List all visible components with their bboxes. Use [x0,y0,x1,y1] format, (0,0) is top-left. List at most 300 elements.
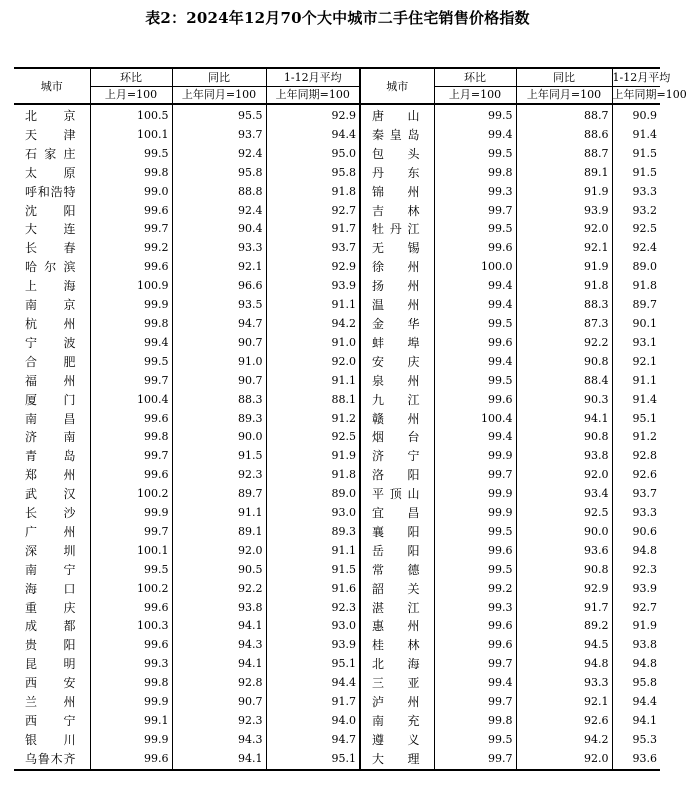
avg-value-right: 91.5 [612,164,660,183]
mom-value-left: 99.6 [90,410,172,429]
city-name-right: 泉州 [360,372,434,391]
mom-value-right: 99.9 [434,504,516,523]
table-row [14,466,660,485]
mom-value-left: 99.5 [90,145,172,164]
avg-value-right: 93.1 [612,334,660,353]
table-row [14,561,660,580]
avg-value-right: 93.3 [612,504,660,523]
mom-value-left: 100.5 [90,104,172,126]
city-name-right: 洛阳 [360,466,434,485]
table-row [14,164,660,183]
mom-value-right: 99.5 [434,372,516,391]
avg-value-left: 92.9 [266,258,360,277]
avg-value-right: 92.4 [612,239,660,258]
table-row [14,447,660,466]
yoy-value-left: 93.8 [172,599,266,618]
city-name-right: 常德 [360,561,434,580]
mom-value-left: 99.8 [90,428,172,447]
avg-value-right: 91.2 [612,428,660,447]
avg-value-left: 91.5 [266,561,360,580]
yoy-value-left: 95.5 [172,104,266,126]
header-avg-right: 1-12月平均 [612,68,660,87]
mom-value-right: 99.9 [434,447,516,466]
header-yoy-right: 同比 [516,68,612,87]
mom-value-left: 100.9 [90,277,172,296]
mom-value-right: 99.5 [434,315,516,334]
yoy-value-left: 93.7 [172,126,266,145]
city-name-right: 唐山 [360,104,434,126]
avg-value-left: 91.1 [266,296,360,315]
avg-value-right: 91.5 [612,145,660,164]
mom-value-right: 99.8 [434,712,516,731]
yoy-value-right: 87.3 [516,315,612,334]
yoy-value-right: 90.8 [516,428,612,447]
avg-value-right: 90.6 [612,523,660,542]
avg-value-right: 95.1 [612,410,660,429]
city-name-left: 南宁 [25,562,76,577]
avg-value-left: 91.0 [266,334,360,353]
mom-value-left: 99.4 [90,334,172,353]
avg-value-right: 93.3 [612,183,660,202]
yoy-value-left: 93.3 [172,239,266,258]
yoy-value-left: 94.1 [172,750,266,770]
city-name-left: 重庆 [25,600,76,615]
table-row [14,617,660,636]
mom-value-left: 99.6 [90,599,172,618]
table-row [14,580,660,599]
price-index-table [14,67,687,771]
mom-value-left: 99.8 [90,164,172,183]
city-name-right: 遵义 [360,731,434,750]
yoy-value-left: 92.4 [172,145,266,164]
city-name-right: 金华 [360,315,434,334]
mom-value-right: 99.7 [434,202,516,221]
yoy-value-left: 94.3 [172,731,266,750]
mom-value-left: 99.1 [90,712,172,731]
city-name-left: 呼和浩特 [25,184,76,199]
city-name-left: 青岛 [25,449,76,464]
yoy-value-left: 92.3 [172,712,266,731]
table-row [14,655,660,674]
mom-value-right: 99.9 [434,485,516,504]
city-name-right: 温州 [360,296,434,315]
city-name-left: 长沙 [25,506,76,521]
yoy-value-right: 92.1 [516,693,612,712]
yoy-value-left: 94.1 [172,617,266,636]
header-mom-base-right: 上月=100 [434,87,516,105]
header-mom-left: 环比 [90,68,172,87]
mom-value-right: 99.5 [434,104,516,126]
header-yoy-left: 同比 [172,68,266,87]
yoy-value-right: 88.7 [516,104,612,126]
avg-value-right: 89.0 [612,258,660,277]
yoy-value-left: 91.5 [172,447,266,466]
avg-value-right: 93.8 [612,636,660,655]
avg-value-right: 92.7 [612,599,660,618]
yoy-value-right: 88.6 [516,126,612,145]
city-name-left: 哈尔滨 [25,260,76,275]
mom-value-left: 99.7 [90,447,172,466]
city-name-left: 武汉 [25,487,76,502]
city-name-right: 平顶山 [360,485,434,504]
table-row [14,353,660,372]
avg-value-right: 90.1 [612,315,660,334]
city-name-right: 秦皇岛 [360,126,434,145]
avg-value-right: 91.4 [612,126,660,145]
avg-value-left: 91.1 [266,542,360,561]
avg-value-right: 94.1 [612,712,660,731]
table-body [14,104,660,770]
city-name-left: 南昌 [25,411,76,426]
yoy-value-left: 90.7 [172,372,266,391]
yoy-value-left: 92.1 [172,258,266,277]
avg-value-left: 89.0 [266,485,360,504]
yoy-value-right: 92.0 [516,750,612,770]
mom-value-right: 99.5 [434,561,516,580]
avg-value-left: 91.7 [266,693,360,712]
yoy-value-right: 93.3 [516,674,612,693]
yoy-value-left: 91.1 [172,504,266,523]
yoy-value-left: 90.7 [172,334,266,353]
yoy-value-right: 93.9 [516,202,612,221]
avg-value-right: 91.9 [612,617,660,636]
mom-value-left: 99.7 [90,523,172,542]
table-row [14,126,660,145]
yoy-value-right: 93.6 [516,542,612,561]
yoy-value-left: 96.6 [172,277,266,296]
avg-value-right: 93.9 [612,580,660,599]
city-name-right: 桂林 [360,636,434,655]
yoy-value-left: 89.1 [172,523,266,542]
city-name-left: 成都 [25,619,76,634]
header-avg-left: 1-12月平均 [266,68,360,87]
avg-value-left: 91.9 [266,447,360,466]
yoy-value-left: 90.5 [172,561,266,580]
city-name-right: 泸州 [360,693,434,712]
avg-value-left: 93.0 [266,617,360,636]
avg-value-left: 92.9 [266,104,360,126]
yoy-value-left: 92.3 [172,466,266,485]
mom-value-right: 99.4 [434,126,516,145]
avg-value-left: 91.8 [266,466,360,485]
yoy-value-left: 90.0 [172,428,266,447]
mom-value-right: 99.7 [434,655,516,674]
city-name-right: 襄阳 [360,523,434,542]
city-name-left: 厦门 [25,392,76,407]
city-name-left: 广州 [25,524,76,539]
city-name-right: 安庆 [360,353,434,372]
city-name-right: 南充 [360,712,434,731]
mom-value-left: 99.6 [90,258,172,277]
mom-value-right: 99.6 [434,334,516,353]
yoy-value-right: 89.2 [516,617,612,636]
yoy-value-left: 93.5 [172,296,266,315]
table-row [14,372,660,391]
city-name-left: 宁波 [25,335,76,350]
mom-value-right: 100.0 [434,258,516,277]
yoy-value-right: 92.6 [516,712,612,731]
table-row [14,731,660,750]
yoy-value-left: 89.3 [172,410,266,429]
avg-value-left: 94.4 [266,126,360,145]
mom-value-right: 99.3 [434,183,516,202]
yoy-value-right: 91.7 [516,599,612,618]
table-row [14,145,660,164]
mom-value-left: 100.1 [90,126,172,145]
table-row [14,542,660,561]
table-row [14,239,660,258]
city-name-right: 徐州 [360,258,434,277]
city-name-right: 牡丹江 [360,220,434,239]
city-name-left: 太原 [25,165,76,180]
city-name-right: 岳阳 [360,542,434,561]
header-city-right: 城市 [360,68,434,104]
yoy-value-right: 94.8 [516,655,612,674]
yoy-value-left: 90.7 [172,693,266,712]
mom-value-left: 99.0 [90,183,172,202]
header-mom-base-left: 上月=100 [90,87,172,105]
yoy-value-right: 94.2 [516,731,612,750]
city-name-left: 银川 [25,732,76,747]
avg-value-left: 93.7 [266,239,360,258]
yoy-value-left: 92.0 [172,542,266,561]
yoy-value-right: 92.5 [516,504,612,523]
yoy-value-left: 90.4 [172,220,266,239]
avg-value-right: 89.7 [612,296,660,315]
city-name-left: 福州 [25,373,76,388]
table-row [14,277,660,296]
avg-value-right: 91.4 [612,391,660,410]
header-yoy-base-left: 上年同月=100 [172,87,266,105]
mom-value-right: 99.5 [434,731,516,750]
avg-value-left: 94.0 [266,712,360,731]
city-name-left: 西安 [25,676,76,691]
city-name-left: 合肥 [25,354,76,369]
mom-value-right: 99.6 [434,239,516,258]
table-row [14,599,660,618]
avg-value-right: 90.9 [612,104,660,126]
avg-value-left: 91.1 [266,372,360,391]
avg-value-left: 95.8 [266,164,360,183]
yoy-value-right: 90.0 [516,523,612,542]
city-name-right: 扬州 [360,277,434,296]
mom-value-left: 99.5 [90,353,172,372]
yoy-value-right: 88.3 [516,296,612,315]
mom-value-left: 99.6 [90,636,172,655]
yoy-value-right: 93.4 [516,485,612,504]
yoy-value-right: 88.7 [516,145,612,164]
mom-value-left: 99.9 [90,504,172,523]
mom-value-left: 99.2 [90,239,172,258]
city-name-left: 济南 [25,430,76,445]
avg-value-left: 91.2 [266,410,360,429]
avg-value-left: 94.4 [266,674,360,693]
yoy-value-right: 90.8 [516,353,612,372]
mom-value-right: 99.4 [434,296,516,315]
yoy-value-left: 94.1 [172,655,266,674]
yoy-value-left: 88.8 [172,183,266,202]
city-name-left: 贵阳 [25,638,76,653]
avg-value-right: 91.8 [612,277,660,296]
header-city-left: 城市 [14,68,90,104]
mom-value-left: 99.6 [90,466,172,485]
table-row [14,428,660,447]
avg-value-left: 89.3 [266,523,360,542]
avg-value-right: 93.7 [612,485,660,504]
mom-value-left: 99.7 [90,372,172,391]
city-name-left: 西宁 [25,714,76,728]
table-row [14,693,660,712]
city-name-right: 无锡 [360,239,434,258]
yoy-value-left: 92.8 [172,674,266,693]
city-name-right: 北海 [360,655,434,674]
mom-value-left: 100.3 [90,617,172,636]
avg-value-right: 94.8 [612,542,660,561]
city-name-right: 吉林 [360,202,434,221]
avg-value-right: 92.3 [612,561,660,580]
avg-value-left: 95.1 [266,655,360,674]
yoy-value-left: 94.3 [172,636,266,655]
mom-value-left: 99.8 [90,674,172,693]
mom-value-left: 99.3 [90,655,172,674]
table-row [14,315,660,334]
mom-value-left: 100.2 [90,580,172,599]
mom-value-right: 99.4 [434,277,516,296]
avg-value-left: 91.7 [266,220,360,239]
avg-value-left: 92.5 [266,428,360,447]
header-mom-right: 环比 [434,68,516,87]
mom-value-left: 99.9 [90,731,172,750]
yoy-value-right: 93.8 [516,447,612,466]
table-row [14,636,660,655]
mom-value-right: 99.4 [434,353,516,372]
avg-value-left: 92.3 [266,599,360,618]
table-row [14,750,660,770]
mom-value-right: 99.5 [434,523,516,542]
mom-value-right: 99.7 [434,693,516,712]
avg-value-right: 92.5 [612,220,660,239]
city-name-left: 长春 [25,241,76,256]
table-row [14,391,660,410]
city-name-right: 烟台 [360,428,434,447]
city-name-left: 兰州 [25,695,76,710]
mom-value-right: 99.5 [434,220,516,239]
yoy-value-right: 88.4 [516,372,612,391]
yoy-value-right: 92.0 [516,466,612,485]
city-name-right: 赣州 [360,410,434,429]
yoy-value-right: 94.5 [516,636,612,655]
table-row [14,410,660,429]
mom-value-left: 99.5 [90,561,172,580]
table-row [14,674,660,693]
city-name-right: 蚌埠 [360,334,434,353]
mom-value-right: 99.8 [434,164,516,183]
yoy-value-left: 91.0 [172,353,266,372]
avg-value-left: 91.8 [266,183,360,202]
city-name-right: 丹东 [360,164,434,183]
yoy-value-left: 92.4 [172,202,266,221]
mom-value-right: 99.5 [434,145,516,164]
city-name-right: 韶关 [360,580,434,599]
header-avg-base-left: 上年同期=100 [266,87,360,105]
city-name-left: 沈阳 [25,203,76,218]
yoy-value-left: 89.7 [172,485,266,504]
table-row [14,220,660,239]
avg-value-left: 93.9 [266,636,360,655]
city-name-left: 天津 [25,127,76,142]
yoy-value-right: 91.8 [516,277,612,296]
avg-value-right: 91.1 [612,372,660,391]
yoy-value-right: 92.2 [516,334,612,353]
mom-value-right: 99.7 [434,750,516,770]
yoy-value-right: 94.1 [516,410,612,429]
avg-value-right: 92.8 [612,447,660,466]
mom-value-right: 99.4 [434,428,516,447]
city-name-right: 宜昌 [360,504,434,523]
city-name-left: 北京 [25,109,76,123]
mom-value-left: 99.9 [90,693,172,712]
avg-value-left: 95.1 [266,750,360,770]
mom-value-right: 99.3 [434,599,516,618]
yoy-value-right: 92.1 [516,239,612,258]
avg-value-right: 94.4 [612,693,660,712]
avg-value-right: 92.1 [612,353,660,372]
table-row [14,485,660,504]
yoy-value-right: 90.3 [516,391,612,410]
table-row [14,202,660,221]
mom-value-right: 100.4 [434,410,516,429]
city-name-right: 三亚 [360,674,434,693]
mom-value-right: 99.6 [434,542,516,561]
avg-value-left: 94.7 [266,731,360,750]
avg-value-right: 93.6 [612,750,660,770]
avg-value-right: 93.2 [612,202,660,221]
yoy-value-left: 92.2 [172,580,266,599]
avg-value-left: 93.0 [266,504,360,523]
mom-value-right: 99.6 [434,636,516,655]
yoy-value-left: 88.3 [172,391,266,410]
avg-value-left: 93.9 [266,277,360,296]
yoy-value-right: 91.9 [516,183,612,202]
city-name-left: 大连 [25,222,76,237]
table-row [14,712,660,731]
table-row [14,523,660,542]
table-row [14,504,660,523]
city-name-right: 包头 [360,145,434,164]
yoy-value-left: 95.8 [172,164,266,183]
city-name-left: 深圳 [25,543,76,558]
table-row [14,258,660,277]
mom-value-left: 99.6 [90,202,172,221]
mom-value-left: 99.9 [90,296,172,315]
table-row [14,183,660,202]
city-name-left: 上海 [25,279,76,294]
header-yoy-base-right: 上年同月=100 [516,87,612,105]
mom-value-right: 99.2 [434,580,516,599]
mom-value-left: 99.6 [90,750,172,770]
mom-value-left: 99.8 [90,315,172,334]
city-name-right: 大理 [360,750,434,770]
yoy-value-right: 91.9 [516,258,612,277]
table-row [14,104,660,126]
table-row [14,334,660,353]
avg-value-left: 91.6 [266,580,360,599]
city-name-right: 惠州 [360,617,434,636]
city-name-left: 昆明 [25,657,76,672]
city-name-left: 乌鲁木齐 [14,750,90,770]
avg-value-left: 95.0 [266,145,360,164]
yoy-value-right: 89.1 [516,164,612,183]
